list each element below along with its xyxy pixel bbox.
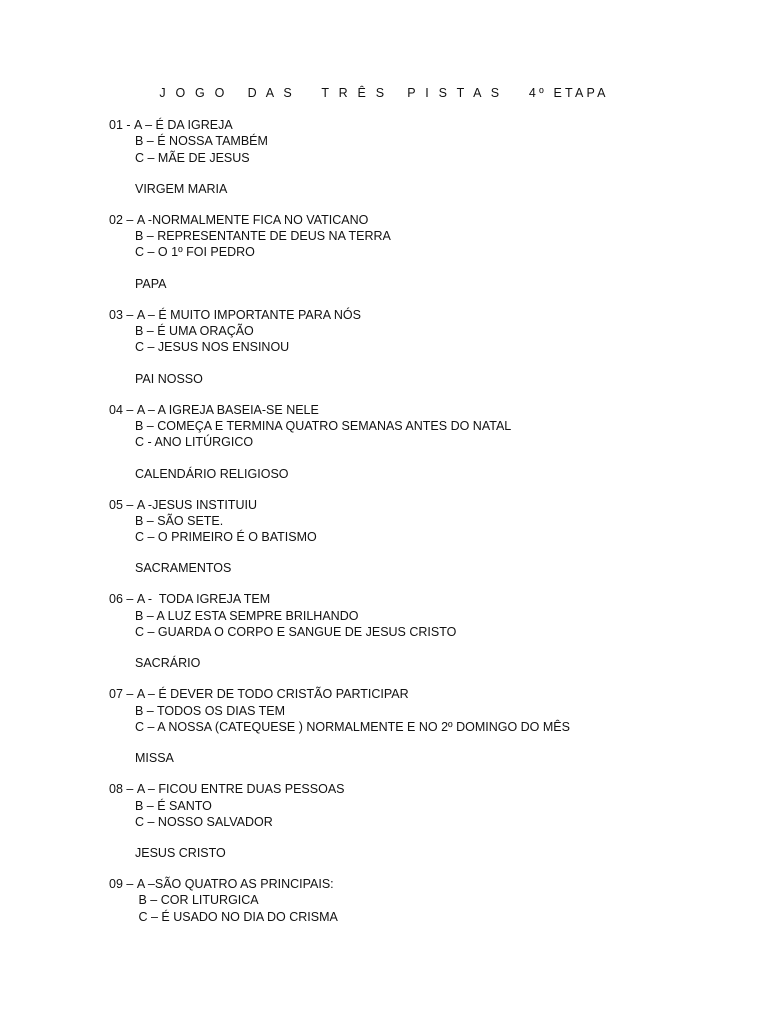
clue-b: B – COR LITURGICA [135,893,259,908]
clue-a-line [109,591,748,607]
clue-c: C – MÃE DE JESUS [135,150,250,165]
riddle-answer: CALENDÁRIO RELIGIOSO [135,466,289,481]
page-title: J O G O D A S T R Ê S P I S T A S 4º ETAPA [159,86,609,100]
riddle-list [109,117,748,940]
riddle-number: 03 – [109,307,137,322]
riddle-item [109,591,748,671]
clue-a: A – É MUITO IMPORTANTE PARA NÓS [136,307,361,322]
riddle-item [109,212,748,292]
clue-b: B – SÃO SETE. [135,513,224,528]
riddle-number: 05 – [109,497,137,512]
clue-a: A – A IGREJA BASEIA-SE NELE [136,402,319,417]
riddle-answer: MISSA [135,751,174,766]
clue-c: C – NOSSO SALVADOR [135,814,273,829]
clue-a: A – É DEVER DE TODO CRISTÃO PARTICIPAR [136,687,409,702]
clue-a-line [109,117,748,133]
clue-b: B – É SANTO [135,798,212,813]
clue-c: C – GUARDA O CORPO E SANGUE DE JESUS CRISTO [135,625,457,640]
riddle-number: 04 – [109,402,137,417]
clue-c: C – A NOSSA (CATEQUESE ) NORMALMENTE E NO 2º DOMINGO DO MÊS [135,719,570,734]
riddle-item [109,686,748,766]
riddle-item [109,307,748,387]
clue-a-line [109,497,748,513]
riddle-number: 01 - [109,118,135,132]
riddle-answer: SACRAMENTOS [135,561,232,576]
riddle-item [109,402,748,482]
clue-c: C – É USADO NO DIA DO CRISMA [135,909,338,924]
clue-a-line [109,876,748,892]
clue-a-line [109,686,748,702]
clue-a: A - TODA IGREJA TEM [136,592,271,607]
clue-b: B – COMEÇA E TERMINA QUATRO SEMANAS ANTES DO NATAL [135,418,512,433]
riddle-answer: SACRÁRIO [135,656,201,671]
clue-a-line [109,781,748,797]
riddle-number: 02 – [109,212,137,227]
clue-b: B – REPRESENTANTE DE DEUS NA TERRA [135,229,391,244]
clue-b: B – A LUZ ESTA SEMPRE BRILHANDO [135,608,359,623]
clue-a-line [109,212,748,228]
riddle-item [109,497,748,577]
riddle-answer: JESUS CRISTO [135,846,226,861]
clue-b: B – É UMA ORAÇÃO [135,324,254,339]
clue-a: A -JESUS INSTITUIU [136,497,257,512]
riddle-item [109,876,748,925]
clue-b: B – TODOS OS DIAS TEM [135,703,286,718]
riddle-answer: PAPA [135,276,167,291]
riddle-item [109,117,748,197]
clue-b: B – É NOSSA TAMBÉM [135,134,268,149]
riddle-number: 08 – [109,782,137,797]
clue-a-line [109,307,748,323]
clue-c: C – O 1º FOI PEDRO [135,245,255,260]
riddle-number: 09 – [109,877,137,892]
clue-c: C – O PRIMEIRO É O BATISMO [135,530,317,545]
clue-c: C – JESUS NOS ENSINOU [135,340,290,355]
riddle-number: 06 – [109,592,137,607]
clue-a: A -NORMALMENTE FICA NO VATICANO [136,212,369,227]
clue-a-line [109,402,748,418]
riddle-item [109,781,748,861]
riddle-answer: PAI NOSSO [135,371,203,386]
riddle-answer: VIRGEM MARIA [135,181,228,196]
clue-a: A –SÃO QUATRO AS PRINCIPAIS: [136,877,334,892]
riddle-number: 07 – [109,687,137,702]
clue-a: A – FICOU ENTRE DUAS PESSOAS [136,782,345,797]
clue-a: A – É DA IGREJA [134,118,233,132]
clue-c: C - ANO LITÚRGICO [135,435,254,450]
